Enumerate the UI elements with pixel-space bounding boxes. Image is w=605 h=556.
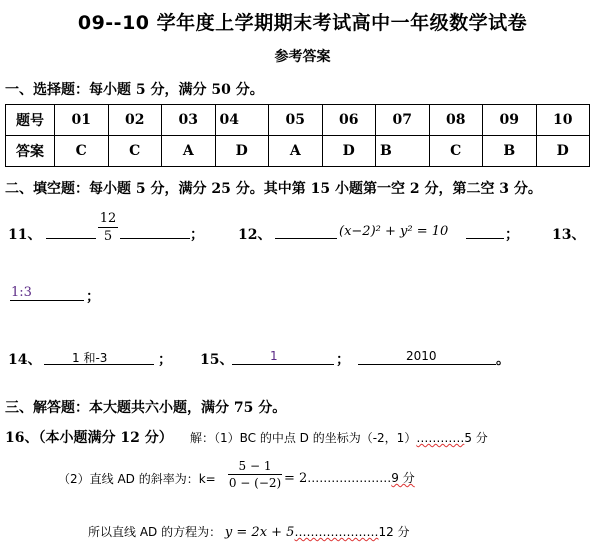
answer-table bbox=[5, 104, 590, 167]
answer-cell: A bbox=[162, 136, 216, 167]
q16-score1: 5 分 bbox=[464, 431, 488, 445]
section2-heading: 二、填空题：每小题 5 分，满分 25 分。其中第 15 小题第一空 2 分，第二空 3 分。 bbox=[5, 181, 542, 197]
exam-title: 09--10 学年度上学期期末考试高中一年级数学试卷 bbox=[77, 12, 528, 34]
number-cell: 07 bbox=[376, 105, 430, 136]
q16-dots3: ………………… bbox=[294, 525, 379, 539]
q15-end: 。 bbox=[496, 352, 510, 368]
q15-answer1: 1 bbox=[270, 349, 278, 363]
q16-heading: 16、（本小题满分 12 分） bbox=[5, 430, 173, 446]
answer-cell: D bbox=[536, 136, 590, 167]
q11-denominator: 5 bbox=[103, 229, 113, 244]
slope-numerator: 5 − 1 bbox=[238, 459, 272, 473]
q12-blank-right bbox=[466, 238, 504, 239]
answer-cell: D bbox=[215, 136, 269, 167]
number-cell: 08 bbox=[429, 105, 483, 136]
q16-score3: 12 分 bbox=[378, 525, 410, 539]
answer-cell: B bbox=[483, 136, 537, 167]
number-cell: 03 bbox=[162, 105, 216, 136]
number-cell: 06 bbox=[322, 105, 376, 136]
slope-equals: = 2 bbox=[284, 471, 308, 486]
table-row bbox=[6, 105, 590, 136]
answer-key-subtitle: 参考答案 bbox=[274, 49, 331, 65]
line-equation: y = 2x + 5 bbox=[224, 525, 295, 540]
answer-cell: B bbox=[376, 136, 430, 167]
number-cell: 02 bbox=[108, 105, 162, 136]
q16-dots1: ………… bbox=[416, 431, 465, 445]
q13-end: ； bbox=[86, 289, 100, 305]
q14-number: 14、 bbox=[8, 352, 42, 368]
answer-cell: C bbox=[429, 136, 483, 167]
slope-denominator: 0 − (−2) bbox=[228, 476, 282, 490]
q15-blank1 bbox=[232, 364, 334, 365]
q12-number: 12、 bbox=[238, 227, 272, 243]
q16-line1-text: 解：（1）BC 的中点 D 的坐标为（-2，1） bbox=[190, 431, 417, 445]
answer-cell: A bbox=[269, 136, 323, 167]
q11-end: ； bbox=[190, 227, 204, 243]
fraction-bar bbox=[98, 227, 118, 228]
number-cell: 05 bbox=[269, 105, 323, 136]
slope-fraction bbox=[228, 459, 282, 490]
q11-number: 11、 bbox=[8, 227, 42, 243]
q12-blank-left bbox=[275, 238, 337, 239]
header-label-cell: 题号 bbox=[6, 105, 55, 136]
q15-number: 15、 bbox=[200, 352, 234, 368]
q11-numerator: 12 bbox=[99, 211, 117, 226]
q11-blank-left bbox=[46, 238, 96, 239]
number-cell: 01 bbox=[55, 105, 109, 136]
number-cell: 10 bbox=[536, 105, 590, 136]
section3-heading: 三、解答题：本大题共六小题，满分 75 分。 bbox=[5, 400, 287, 416]
fraction-bar bbox=[228, 474, 282, 475]
number-cell: 09 bbox=[483, 105, 537, 136]
q13-answer: 1:3 bbox=[11, 285, 32, 300]
q16-line3 bbox=[88, 523, 410, 540]
q16-score2: 9 分 bbox=[391, 471, 415, 485]
answer-cell: D bbox=[322, 136, 376, 167]
q16-line2-prefix: （2）直线 AD 的斜率为：k= bbox=[58, 472, 216, 486]
q13-blank bbox=[10, 300, 84, 301]
answer-label-cell: 答案 bbox=[6, 136, 55, 167]
q13-number: 13、 bbox=[552, 227, 586, 243]
q12-end: ； bbox=[505, 227, 519, 243]
number-cell: 04 bbox=[215, 105, 269, 136]
q11-blank-right bbox=[120, 238, 190, 239]
answer-cell: C bbox=[108, 136, 162, 167]
q15-sep: ； bbox=[336, 352, 350, 368]
table-row bbox=[6, 136, 590, 167]
answer-cell: C bbox=[55, 136, 109, 167]
q14-answer: 1 和-3 bbox=[72, 351, 108, 365]
q16-line1 bbox=[190, 429, 488, 446]
q16-line2-result bbox=[284, 469, 415, 486]
q16-dots2: ………………… bbox=[307, 471, 392, 485]
q11-fraction bbox=[98, 211, 118, 244]
q16-line3-text: 所以直线 AD 的方程为： bbox=[88, 525, 222, 539]
q15-answer2: 2010 bbox=[406, 349, 437, 363]
q14-end: ； bbox=[158, 352, 172, 368]
q12-answer: (x−2)² + y² = 10 bbox=[339, 224, 449, 239]
q15-blank2 bbox=[358, 364, 496, 365]
section1-heading: 一、选择题：每小题 5 分，满分 50 分。 bbox=[5, 82, 264, 98]
